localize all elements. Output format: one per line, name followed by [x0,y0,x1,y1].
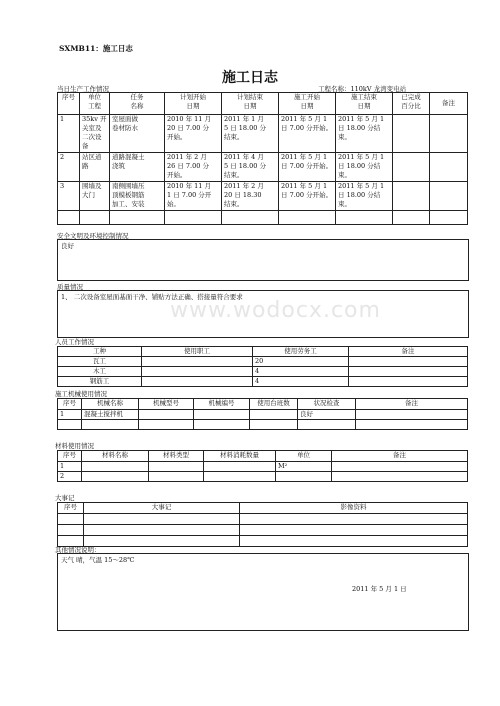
cell [356,420,468,430]
cell [149,462,204,472]
table-row [58,536,468,547]
cell [393,182,430,211]
cell [84,536,240,547]
cell: 20 [253,357,349,367]
cell: 2011 年 2 月 26 日 7.00 分 开始。 [165,153,222,182]
col-machine-no: 机械编号 [194,399,250,410]
col-note: 备注 [430,93,468,115]
cell: 瓦工 [58,357,142,367]
cell [332,472,468,482]
col-remark: 备注 [332,451,468,462]
col-machine-name: 机械名称 [82,399,139,410]
col-material-type: 材料类型 [149,451,204,462]
col-unit: 单位 [276,451,332,462]
cell: 木工 [58,367,142,377]
machinery-label: 施工机械使用情况 [55,390,107,398]
cell: 35kv 开 关室及 二次设 备 [80,115,110,153]
col-index: 序号 [58,503,84,514]
cell [204,472,276,482]
cell: 混凝土搅拌机 [82,410,139,420]
weather-text: 天气 晴，气温 15～28℃ [61,556,135,564]
table-row [58,472,468,482]
cell: 南侧围墙压 顶模板钢筋 加工、安装 [110,182,165,211]
page-title: 施工日志 [222,70,278,86]
cell [194,410,250,420]
other-box [57,553,469,631]
cell: 2011 年 5 月 1 日 7.00 分开始。 [279,115,336,153]
cell [250,420,298,430]
events-table [57,502,468,547]
cell [149,472,204,482]
personnel-table [57,346,468,387]
col-unit: 单位 工程 [80,93,110,115]
cell [204,462,276,472]
cell [279,211,336,225]
materials-table [57,450,468,482]
cell [336,211,393,225]
cell: 2011 年 5 月 1 日 18.00 分结 束。 [336,153,393,182]
col-material-name: 材料名称 [82,451,149,462]
materials-label: 材料使用情况 [55,442,94,450]
watermark: www.wodocx.com [170,298,381,323]
cell [80,211,110,225]
cell [142,377,253,387]
col-status: 状况检查 [298,399,356,410]
col-staff: 使用职工 [142,347,253,357]
cell [430,115,468,153]
col-plan-end: 计划结束 日期 [222,93,279,115]
cell: 4 [253,377,349,387]
col-media: 影像资料 [240,503,468,514]
table-row [58,367,468,377]
cell: 1 [58,462,82,472]
table-row [58,462,468,472]
cell: 室屋面做 卷材防水 [110,115,165,153]
col-index: 序号 [58,451,82,462]
materials-header-row [58,451,468,462]
cell [430,153,468,182]
cell [82,462,149,472]
cell [298,420,356,430]
cell [139,410,194,420]
col-work-end: 施工结束 日期 [336,93,393,115]
document-code: SXMB11：施工日志 [59,44,133,53]
cell [393,211,430,225]
cell [250,410,298,420]
col-remark: 备注 [356,399,468,410]
col-labor: 使用劳务工 [253,347,349,357]
cell [240,525,468,536]
cell: 道路混凝土 浇筑 [110,153,165,182]
safety-content: 良好 [61,242,74,250]
cell: 2 [58,472,82,482]
col-percent: 已完成 百分比 [393,93,430,115]
table-row [58,211,468,225]
cell: 2011 年 4 月 5 日 18.00 分 结束。 [222,153,279,182]
cell [430,182,468,211]
cell [356,410,468,420]
quality-label: 质量情况 [57,283,83,291]
cell: 站区道 路 [80,153,110,182]
cell: M² [276,462,332,472]
cell [58,525,84,536]
cell: 围墙及 大门 [80,182,110,211]
cell: 2011 年 5 月 1 日 18.00 分结 束。 [336,115,393,153]
cell [332,462,468,472]
cell [58,420,82,430]
production-label: 当日生产工作情况 [57,85,109,93]
col-shifts: 使用台班数 [250,399,298,410]
cell: 2 [58,153,80,182]
cell: 2010 年 11 月 20 日 7.00 分 开始。 [165,115,222,153]
cell [240,536,468,547]
cell: 1 [58,115,80,153]
safety-label: 安全文明及环境控制情况 [57,232,129,240]
cell [393,153,430,182]
machinery-header-row [58,399,468,410]
log-date: 2011 年 5 月 1 日 [352,585,407,593]
table-row [58,357,468,367]
cell [276,472,332,482]
production-table [57,92,468,225]
cell [142,367,253,377]
col-consumption: 材料消耗数量 [204,451,276,462]
cell: 钢筋工 [58,377,142,387]
col-event: 大事记 [84,503,240,514]
personnel-header-row [58,347,468,357]
cell: 4 [253,367,349,377]
col-index: 序号 [58,93,80,115]
table-row [58,410,468,420]
table-row [58,525,468,536]
cell: 2011 年 5 月 1 日 7.00 分开始。 [279,153,336,182]
col-machine-model: 机械型号 [139,399,194,410]
events-label: 大事记 [55,494,75,502]
quality-content: 1、 二次设备室屋面基面干净、铺贴方法正确、搭接量符合要求 [61,293,243,301]
table-row [58,420,468,430]
safety-box [57,239,469,281]
cell [194,420,250,430]
cell [165,211,222,225]
cell: 2011 年 1 月 5 日 18.00 分 结束。 [222,115,279,153]
col-trade: 工种 [58,347,142,357]
cell: 2011 年 2 月 20 日 18.30 结束。 [222,182,279,211]
machinery-table [57,398,468,430]
production-header-row [58,93,468,115]
cell [393,115,430,153]
cell [58,211,80,225]
cell [82,420,139,430]
project-name: 工程名称：110kV 龙湾变电站 [318,85,407,93]
cell [349,367,468,377]
other-label: 其他情况说明： [55,546,101,554]
col-plan-start: 计划开始 日期 [165,93,222,115]
cell [58,514,84,525]
events-header-row [58,503,468,514]
personnel-label: 人员工作情况 [55,338,94,346]
table-row [58,153,468,182]
cell [84,514,240,525]
table-row [58,514,468,525]
table-row [58,182,468,211]
col-remark: 备注 [349,347,468,357]
cell [139,420,194,430]
cell: 良好 [298,410,356,420]
cell [222,211,279,225]
cell: 2011 年 5 月 1 日 18.00 分结 束。 [336,182,393,211]
cell: 2011 年 5 月 1 日 7.00 分开始。 [279,182,336,211]
cell: 1 [58,410,82,420]
table-row [58,115,468,153]
col-index: 序号 [58,399,82,410]
cell: 2010 年 11 月 1 日 7.00 分开 始。 [165,182,222,211]
cell [430,211,468,225]
col-task: 任务 名称 [110,93,165,115]
col-work-start: 施工开始 日期 [279,93,336,115]
cell [84,525,240,536]
table-row [58,377,468,387]
cell [142,357,253,367]
cell [240,514,468,525]
cell [82,472,149,482]
cell [349,357,468,367]
cell [349,377,468,387]
cell [110,211,165,225]
cell: 3 [58,182,80,211]
